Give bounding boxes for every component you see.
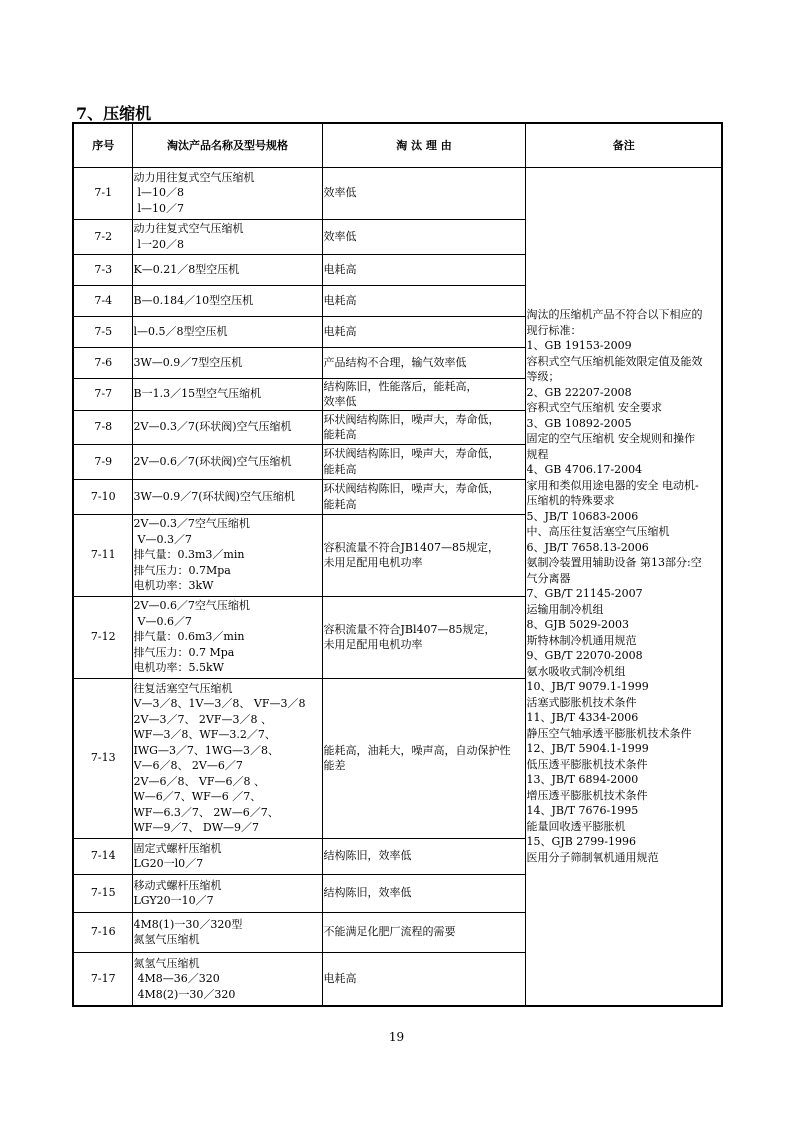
reason-cell <box>322 952 525 1006</box>
remark-line: 静压空气轴承透平膨胀机技术条件 <box>526 726 692 740</box>
page-number: 19 <box>388 1030 405 1044</box>
row-number: 7-10 <box>73 479 132 514</box>
product-name-line: 2V—0.3／7(环状阀)空气压缩机 <box>133 420 292 434</box>
row-number: 7-4 <box>73 285 132 316</box>
product-name-line: V—0.3／7 <box>137 532 192 546</box>
product-name-cell <box>132 378 322 410</box>
product-name-line: l—10／8 <box>137 186 185 200</box>
remark-line: 5、JB/T 10683-2006 <box>526 509 639 523</box>
reason-line: 能耗高 <box>323 428 357 441</box>
product-name-line: l一20／8 <box>137 237 185 251</box>
reason-line: 效率低 <box>323 395 357 408</box>
remark-line: 家用和类似用途电器的安全 电动机- <box>526 478 699 492</box>
reason-line: 电耗高 <box>323 972 357 985</box>
reason-cell <box>322 596 525 678</box>
reason-line: 容积流量不符合JB1407—85规定， <box>323 540 499 554</box>
reason-cell <box>322 838 525 874</box>
row-number: 7-2 <box>73 219 132 254</box>
product-name-line: 排气量：0.6m3／min <box>133 630 245 644</box>
remark-line: 2、GB 22207-2008 <box>526 385 632 399</box>
product-name-line: 电机功率：3kW <box>133 579 214 593</box>
product-name-cell <box>132 219 322 254</box>
row-number: 7-9 <box>73 444 132 479</box>
product-name-line: LG20一l0／7 <box>133 857 204 870</box>
remark-line: 6、JB/T 7658.13-2006 <box>526 540 649 554</box>
remark-line: 15、GJB 2799-1996 <box>526 835 636 849</box>
reason-line: 容积流量不符合JBl407—85规定， <box>323 622 496 636</box>
product-name-cell <box>132 347 322 378</box>
reason-cell <box>322 874 525 912</box>
row-number: 7-15 <box>73 874 132 912</box>
product-name-line: 2V—0.3／7空气压缩机 <box>133 517 250 531</box>
section-title: 7、压缩机 <box>76 104 152 123</box>
product-name-cell <box>132 410 322 444</box>
reason-cell <box>322 316 525 347</box>
product-name-line: 排气压力：0.7Mpa <box>133 563 231 577</box>
row-number: 7-1 <box>73 167 132 219</box>
reason-line: 产品结构不合理，输气效率低 <box>323 355 467 369</box>
product-name-cell <box>132 912 322 952</box>
reason-line: 结构陈旧，效率低 <box>323 886 412 900</box>
reason-line: 效率低 <box>323 229 357 243</box>
product-name-line: 移动式螺杆压缩机 <box>133 878 222 892</box>
row-number: 7-6 <box>73 347 132 378</box>
reason-line: 能耗高，油耗大，噪声高，自动保护性 <box>323 743 511 757</box>
product-name-line: 排气压力：0.7 Mpa <box>133 645 235 659</box>
remark-line: 1、GB 19153-2009 <box>526 339 632 353</box>
row-number: 7-17 <box>73 952 132 1006</box>
remark-line: 14、JB/T 7676-1995 <box>526 804 639 818</box>
product-name-line: WF—3／8、WF—3.2／7、 <box>133 728 276 741</box>
product-name-line: 4M8(2)一30／320 <box>137 987 236 1001</box>
remark-line: 容积式空气压缩机能效限定值及能效 <box>526 354 703 368</box>
remark-line: 现行标准： <box>526 323 582 337</box>
row-number: 7-11 <box>73 514 132 596</box>
product-name-line: LGY20一10／7 <box>133 894 214 907</box>
remark-line: 12、JB/T 5904.1-1999 <box>526 742 649 756</box>
remark-line: 运输用制冷机组 <box>526 602 604 616</box>
remark-line: 中、高压往复活塞空气压缩机 <box>526 525 670 539</box>
product-name-line: 往复活塞空气压缩机 <box>133 681 233 695</box>
reason-cell <box>322 514 525 596</box>
remark-line: 压缩机的特殊要求 <box>526 494 615 508</box>
product-name-line: 电机功率：5.5kW <box>133 661 224 675</box>
remark-line: 斯特林制冷机通用规范 <box>526 633 637 647</box>
remark-line: 医用分子筛制氧机通用规范 <box>526 850 659 864</box>
remark-line: 气分离器 <box>526 571 571 585</box>
product-name-line: 3W—0.9／7(环状阀)空气压缩机 <box>133 489 295 503</box>
product-name-cell <box>132 167 322 219</box>
product-name-cell <box>132 316 322 347</box>
reason-line: 效率低 <box>323 186 357 200</box>
product-name-cell <box>132 952 322 1006</box>
remark-line: 淘汰的压缩机产品不符合以下相应的 <box>526 308 703 322</box>
reason-line: 电耗高 <box>323 324 357 338</box>
remark-line: 氨水吸收式制冷机组 <box>526 664 626 678</box>
remark-line: 11、JB/T 4334-2006 <box>526 711 639 725</box>
reason-cell <box>322 254 525 285</box>
product-name-line: W—6／7、WF—6 ／7、 <box>133 790 262 803</box>
remark-line: 容积式空气压缩机 安全要求 <box>526 401 662 415</box>
header-no: 序号 <box>73 123 132 167</box>
header-reason: 淘 汰 理 由 <box>322 123 525 167</box>
table-row <box>73 167 722 219</box>
remark-line: 等级； <box>526 370 560 384</box>
row-number: 7-8 <box>73 410 132 444</box>
remark-line: 氨制冷装置用辅助设备 第13部分:空 <box>526 556 702 570</box>
product-name-line: V—3／8、1V—3／8、 VF—3／8 <box>133 697 306 710</box>
product-name-line: B—0.184／10型空压机 <box>133 293 254 307</box>
reason-line: 电耗高 <box>323 262 357 276</box>
reason-cell <box>322 378 525 410</box>
reason-cell <box>322 285 525 316</box>
reason-cell <box>322 479 525 514</box>
row-number: 7-3 <box>73 254 132 285</box>
product-name-line: 4M8—36／320 <box>137 972 220 985</box>
remark-line: 7、GB/T 21145-2007 <box>526 587 643 601</box>
reason-line: 未用足配用电机功率 <box>323 556 423 569</box>
reason-line: 不能满足化肥厂流程的需要 <box>323 925 456 939</box>
product-name-line: 固定式螺杆压缩机 <box>133 841 222 855</box>
header-remark: 备注 <box>525 123 722 167</box>
remark-line: 8、GJB 5029-2003 <box>526 618 629 632</box>
product-name-line: l—10／7 <box>137 201 185 215</box>
product-name-cell <box>132 444 322 479</box>
row-number: 7-16 <box>73 912 132 952</box>
product-name-line: V—6／8、 2V—6／7 <box>133 759 243 772</box>
reason-cell <box>322 347 525 378</box>
remark-line: 9、GB/T 22070-2008 <box>526 649 643 663</box>
row-number: 7-7 <box>73 378 132 410</box>
product-name-cell <box>132 479 322 514</box>
product-name-line: 2V—6／8、 VF—6／8 、 <box>133 774 266 788</box>
reason-line: 未用足配用电机功率 <box>323 638 423 651</box>
remark-line: 13、JB/T 6894-2000 <box>526 773 639 787</box>
row-number: 7-5 <box>73 316 132 347</box>
reason-cell <box>322 219 525 254</box>
product-name-line: IWG—3／7、1WG—3／8、 <box>133 743 280 757</box>
product-name-line: 动力往复式空气压缩机 <box>133 222 244 235</box>
reason-line: 结构陈旧，效率低 <box>323 849 412 863</box>
product-name-line: WF—6.3／7、 2W—6／7、 <box>133 805 279 819</box>
product-name-line: 4M8(1)一30／320型 <box>133 917 243 931</box>
table-header-row <box>73 123 722 167</box>
reason-cell <box>322 167 525 219</box>
product-name-line: l—0.5／8型空压机 <box>133 324 228 338</box>
product-name-line: 2V—3／7、 2VF—3／8 、 <box>133 712 273 726</box>
reason-line: 能耗高 <box>323 462 357 476</box>
reason-line: 能耗高 <box>323 497 357 511</box>
reason-line: 环状阀结构陈旧，噪声大，寿命低， <box>323 482 500 495</box>
product-name-line: 氮氢气压缩机 <box>133 956 200 970</box>
remark-line: 低压透平膨胀机技术条件 <box>526 757 648 771</box>
product-name-line: K—0.21／8型空压机 <box>133 262 240 276</box>
reason-cell <box>322 912 525 952</box>
row-number: 7-14 <box>73 838 132 874</box>
reason-line: 结构陈旧，性能落后，能耗高， <box>323 379 478 393</box>
header-product-name: 淘汰产品名称及型号规格 <box>132 123 322 167</box>
remark-line: 能量回收透平膨胀机 <box>526 819 626 833</box>
product-name-line: WF—9／7、 DW—9／7 <box>133 821 260 834</box>
product-name-cell <box>132 514 322 596</box>
remark-line: 固定的空气压缩机 安全规则和操作 <box>526 432 695 446</box>
product-name-line: B一1.3／15型空气压缩机 <box>133 387 262 401</box>
product-name-cell <box>132 874 322 912</box>
remark-line: 3、GB 10892-2005 <box>526 416 632 430</box>
remark-line: 规程 <box>526 447 549 461</box>
product-name-cell <box>132 254 322 285</box>
product-name-cell <box>132 678 322 838</box>
product-name-cell <box>132 838 322 874</box>
reason-cell <box>322 444 525 479</box>
product-name-cell <box>132 596 322 678</box>
product-name-line: 氮氢气压缩机 <box>133 933 200 946</box>
product-name-line: 2V—0.6／7空气压缩机 <box>133 599 250 613</box>
product-name-line: 动力用往复式空气压缩机 <box>133 170 255 184</box>
product-name-line: 排气量：0.3m3／min <box>133 548 245 562</box>
row-number: 7-12 <box>73 596 132 678</box>
reason-line: 环状阀结构陈旧，噪声大，寿命低， <box>323 447 500 460</box>
remark-line: 增压透平膨胀机技术条件 <box>526 788 648 802</box>
eliminated-compressor-table <box>72 122 723 1007</box>
remark-line: 活塞式膨胀机技术条件 <box>526 695 637 709</box>
reason-cell <box>322 410 525 444</box>
product-name-cell <box>132 285 322 316</box>
product-name-line: V—0.6／7 <box>137 614 192 628</box>
remark-cell <box>525 167 722 1006</box>
remark-line: 10、JB/T 9079.1-1999 <box>526 680 649 694</box>
product-name-line: 3W—0.9／7型空压机 <box>133 355 243 369</box>
row-number: 7-13 <box>73 678 132 838</box>
reason-line: 能差 <box>323 759 346 772</box>
reason-line: 环状阀结构陈旧，噪声大，寿命低， <box>323 412 500 426</box>
reason-cell <box>322 678 525 838</box>
product-name-line: 2V—0.6／7(环状阀)空气压缩机 <box>133 454 292 468</box>
reason-line: 电耗高 <box>323 293 357 307</box>
remark-line: 4、GB 4706.17-2004 <box>526 463 643 477</box>
